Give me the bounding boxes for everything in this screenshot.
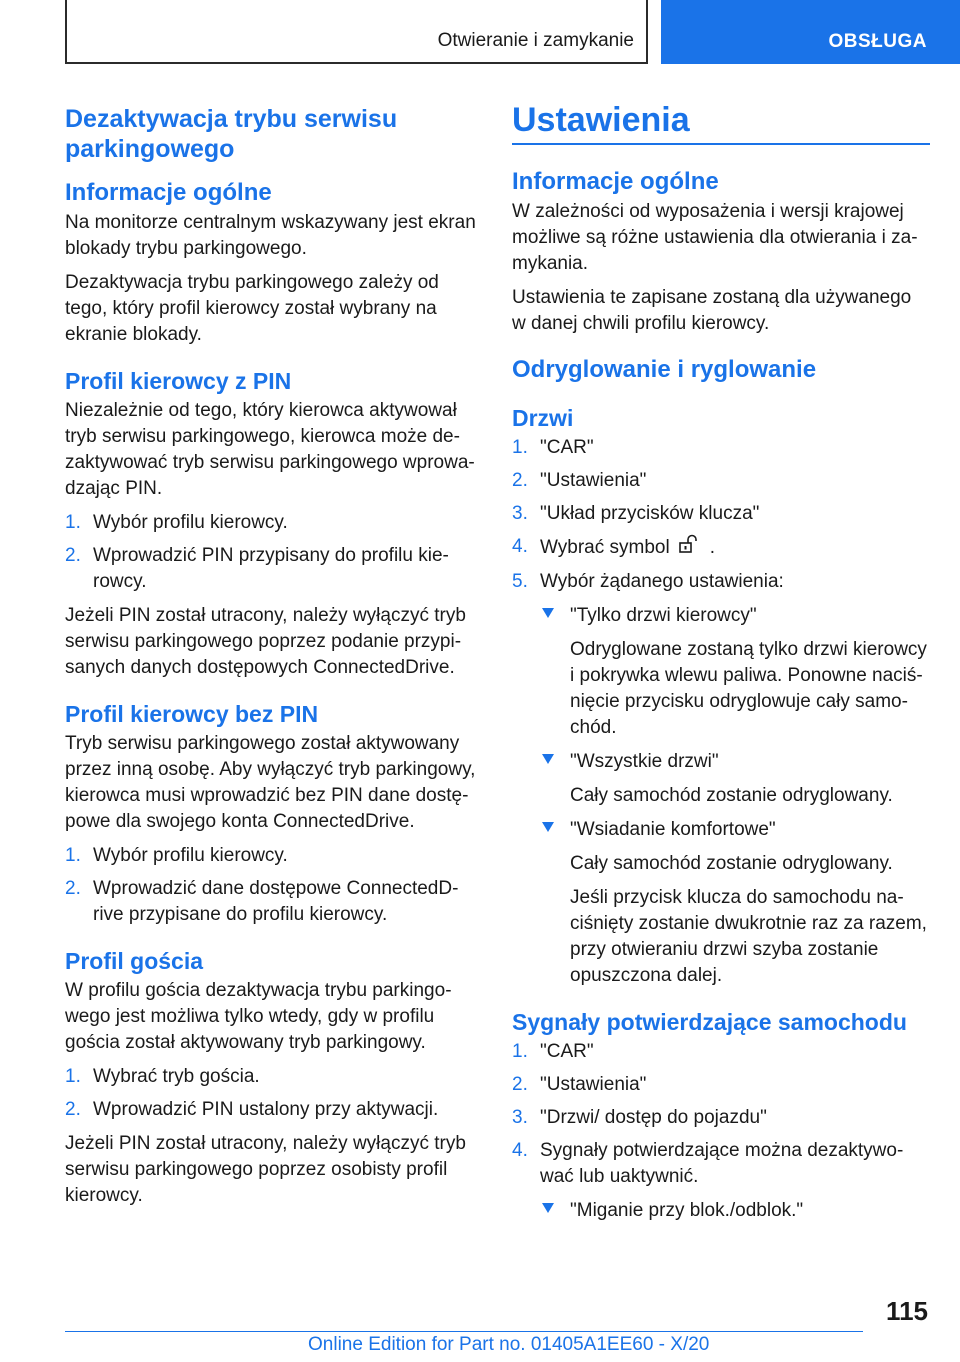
step-text: Wybór profilu kierowcy. [93,512,288,533]
header-chapter-label: OBSŁUGA [828,31,927,52]
option-label: "Tylko drzwi kierowcy" [570,605,757,626]
section-title-valet-deactivation: Dezaktywacja trybu serwisu parkingowego [65,105,398,163]
step-number: 2. [512,470,528,491]
step-number: 1. [65,1066,81,1087]
list-item [512,569,930,989]
triangle-bullet-icon [542,608,554,618]
paragraph: Ustawienia te zapisane zostaną dla używanego w danej chwili profilu kierowcy. [512,287,912,334]
right-column [512,100,930,1232]
step-number: 3. [512,503,528,524]
list-item [65,1097,477,1123]
list-item [65,543,477,595]
step-number: 2. [65,545,81,566]
step-number: 4. [512,1140,528,1161]
heading-confirmation-signals: Sygnały potwierdzające samochodu [512,1009,907,1035]
step-text: "CAR" [540,437,594,458]
title-rule [512,143,930,145]
option-item [540,749,930,809]
paragraph: W profilu gościa dezaktywacja trybu parkingowego jest możliwa tylko wtedy, gdy w profilu gościa został aktywowany tryb parkingowy. [65,980,452,1053]
heading-general-info: Informacje ogólne [65,179,272,206]
list-item [512,435,930,461]
list-item [512,1039,930,1065]
step-number: 2. [65,878,81,899]
step-number: 1. [65,845,81,866]
paragraph: Na monitorze centralnym wskazywany jest ekran blokady trybu parkingowego. [65,212,476,259]
heading-guest-profile: Profil gościa [65,948,204,974]
step-text: "Ustawienia" [540,1074,647,1095]
step-number: 1. [512,1041,528,1062]
heading-locking-unlocking: Odryglowanie i ryglowanie [512,356,817,383]
header-section-title: Otwieranie i zamykanie [437,30,634,51]
header-chapter-tab [661,0,960,64]
step-text: Wprowadzić dane dostępowe ConnectedDrive przypisane do profilu kierowcy. [93,878,459,925]
list-item [512,468,930,494]
option-list [540,1198,930,1224]
paragraph: Jeżeli PIN został utracony, należy wyłączyć tryb serwisu parkingowego poprzez podanie przypisanych danych dostępowych ConnectedDrive. [65,605,466,678]
footer-rule [65,1331,863,1332]
step-number: 2. [65,1099,81,1120]
triangle-bullet-icon [542,822,554,832]
heading-general-info: Informacje ogólne [512,168,719,195]
step-text-suffix: . [709,537,715,559]
list-item [512,501,930,527]
step-number: 2. [512,1074,528,1095]
list-item [65,510,477,536]
list-item [512,1105,930,1131]
footer-edition: Online Edition for Part no. 01405A1EE60 - X/20 [308,1334,710,1355]
list-item [65,1064,477,1090]
option-item [540,603,930,741]
step-text: Wybór żądanego ustawienia: [540,571,784,592]
paragraph: W zależności od wyposażenia i wersji krajowej możliwe są różne ustawienia dla otwierania i zamykania. [512,201,918,274]
triangle-bullet-icon [542,1203,554,1213]
list-item [512,534,930,562]
unlock-icon [678,534,700,562]
triangle-bullet-icon [542,754,554,764]
page-number: 115 [886,1296,928,1326]
left-column [65,104,477,1217]
option-label: "Wsiadanie komfortowe" [570,819,776,840]
list-item [65,843,477,869]
step-text: Wybrać tryb gościa. [93,1066,260,1087]
step-number: 1. [65,512,81,533]
option-item [540,1198,930,1224]
heading-doors: Drzwi [512,405,574,431]
step-text: Wybrać symbol [540,537,670,559]
step-list [512,1039,930,1224]
step-list [512,435,930,989]
paragraph: Niezależnie od tego, który kierowca aktywował tryb serwisu parkingowego, kierowca może dezaktywować tryb serwisu parkingowego wprowadzając PIN. [65,400,475,499]
step-text: "Drzwi/ dostęp do pojazdu" [540,1107,767,1128]
step-text: Wybór profilu kierowcy. [93,845,288,866]
step-text: Wprowadzić PIN przypisany do profilu kierowcy. [93,545,449,592]
step-text: "Układ przycisków klucza" [540,503,760,524]
header-section-box [65,0,648,64]
paragraph: Dezaktywacja trybu parkingowego zależy od tego, który profil kierowcy został wybrany na ekranie blokady. [65,272,439,345]
step-text: "CAR" [540,1041,594,1062]
paragraph: Jeżeli PIN został utracony, należy wyłączyć tryb serwisu parkingowego poprzez osobisty profil kierowcy. [65,1133,466,1206]
step-list [65,843,477,928]
step-number: 4. [512,536,528,557]
option-description: Jeśli przycisk klucza do samochodu naciśnięty zostanie dwukrotnie raz za razem, przy otwieraniu drzwi szyba zostanie opuszczona dalej. [570,887,927,986]
option-list [540,603,930,989]
step-number: 5. [512,571,528,592]
option-label: "Miganie przy blok./odblok." [570,1200,804,1221]
section-title-settings: Ustawienia [512,101,690,139]
list-item [512,1138,930,1224]
option-label: "Wszystkie drzwi" [570,751,719,772]
option-description: Cały samochód zostanie odryglowany. [570,853,893,874]
step-number: 1. [512,437,528,458]
paragraph: Tryb serwisu parkingowego został aktywowany przez inną osobę. Aby wyłączyć tryb parkingowy, kierowca musi wprowadzić bez PIN dane dostępowe dla swojego konta ConnectedDrive. [65,733,476,832]
step-list [65,1064,477,1123]
heading-profile-without-pin: Profil kierowcy bez PIN [65,701,319,727]
step-text: "Ustawienia" [540,470,647,491]
list-item [512,1072,930,1098]
heading-profile-with-pin: Profil kierowcy z PIN [65,368,292,394]
step-text: Wprowadzić PIN ustalony przy aktywacji. [93,1099,439,1120]
option-description: Odryglowane zostaną tylko drzwi kierowcy i pokrywka wlewu paliwa. Ponowne naciśnięcie przycisku odryglowuje cały samochód. [570,639,927,738]
option-item [540,817,930,989]
list-item [65,876,477,928]
step-number: 3. [512,1107,528,1128]
step-text: Sygnały potwierdzające można dezaktywować lub uaktywnić. [540,1140,904,1187]
option-description: Cały samochód zostanie odryglowany. [570,785,893,806]
step-list [65,510,477,595]
